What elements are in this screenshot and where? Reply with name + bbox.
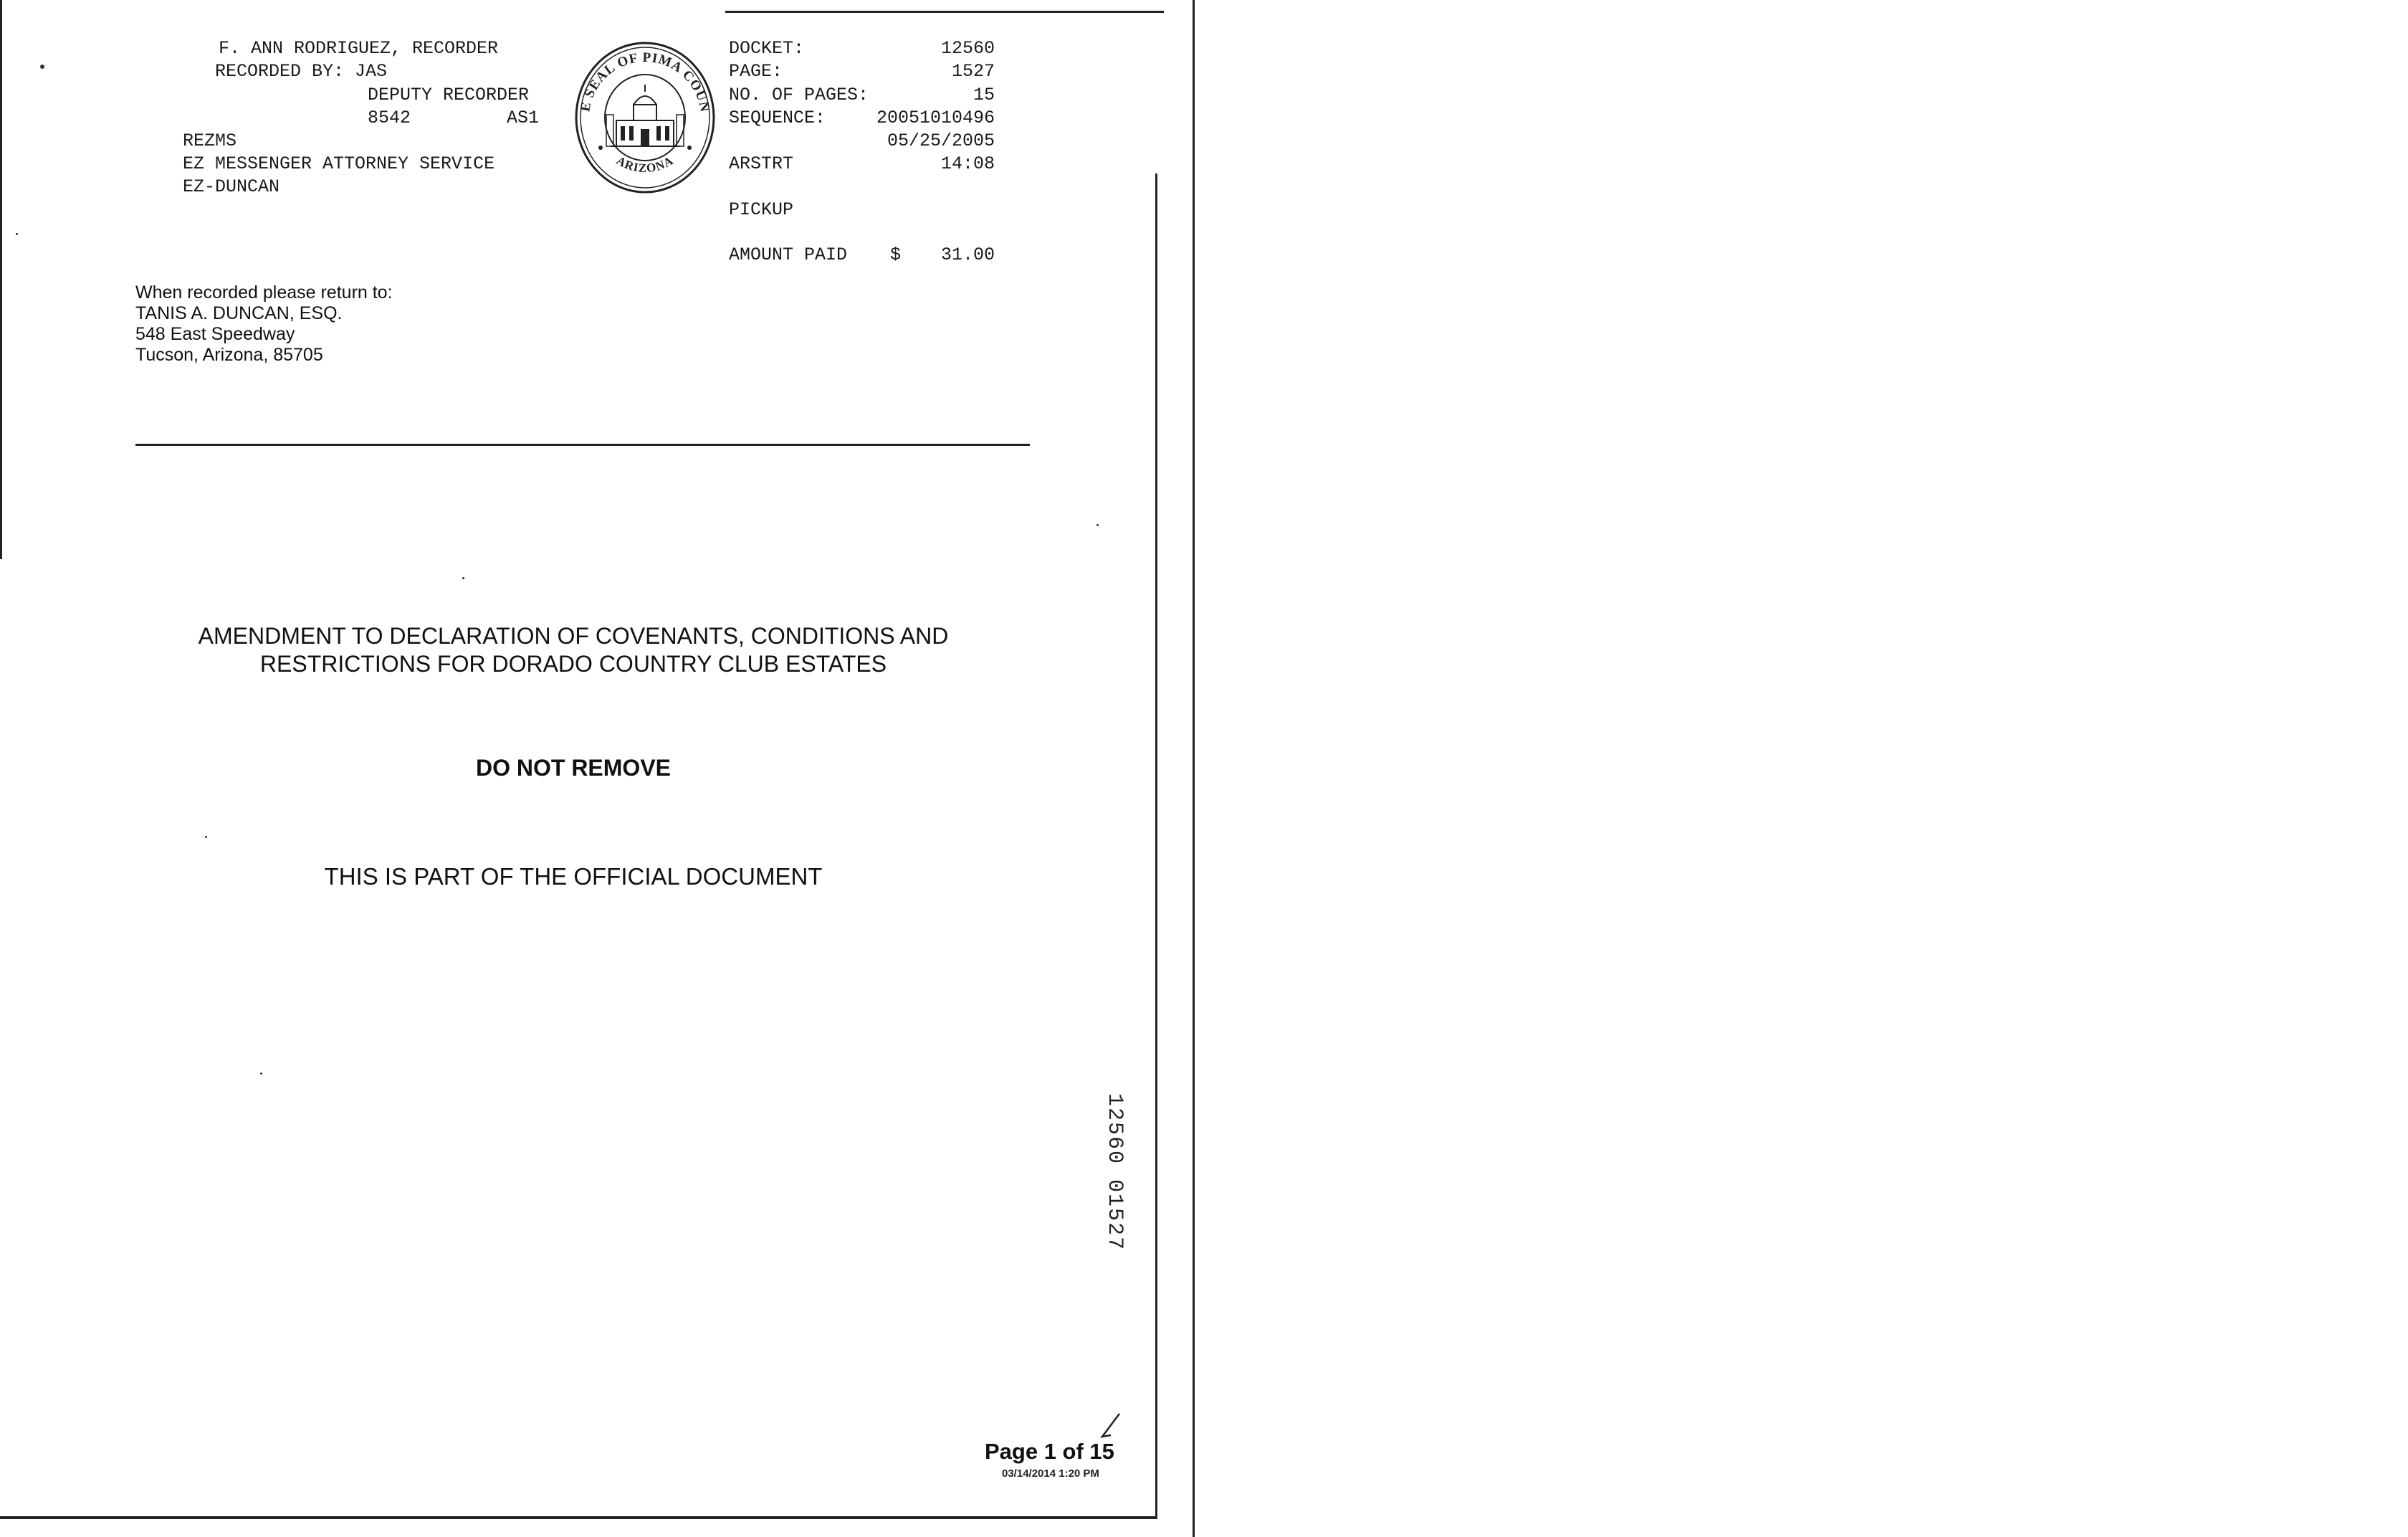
docket-value: 12560 (940, 38, 995, 59)
recorder-name: F. ANN RODRIGUEZ, RECORDER (219, 38, 499, 59)
page-label: PAGE: (729, 61, 783, 82)
recorded-by: RECORDED BY: JAS (215, 61, 388, 82)
page-right-edge-line (1193, 0, 1195, 1537)
amount-value: 31.00 (940, 244, 995, 265)
ez-duncan: EZ-DUNCAN (183, 176, 280, 197)
docket-label: DOCKET: (729, 38, 805, 59)
side-docket-stamp-text: 12560 01527 (1102, 1093, 1127, 1252)
left-edge-line (0, 0, 2, 559)
top-border-line (725, 11, 1164, 13)
amount-currency: $ (890, 244, 902, 265)
svg-text:THE SEAL OF PIMA COUNTY: E SEAL OF PIMA COUN (578, 49, 712, 114)
document-title-line2: RESTRICTIONS FOR DORADO COUNTRY CLUB ESTATES (259, 651, 887, 677)
recorder-code-right: AS1 (507, 108, 540, 128)
svg-text:ARIZONA: ARIZONA (613, 153, 677, 176)
return-to-block (135, 282, 393, 366)
pickup-label: PICKUP (729, 199, 794, 220)
scan-speck (462, 577, 464, 579)
rezms-code: REZMS (183, 130, 237, 151)
pages-label: NO. OF PAGES: (729, 85, 869, 105)
official-document-notice: THIS IS PART OF THE OFFICIAL DOCUMENT (324, 863, 823, 890)
scan-speck (260, 1072, 262, 1075)
header-separator-line (135, 444, 1030, 446)
scan-speck (40, 65, 44, 69)
return-to-city: Tucson, Arizona, 85705 (135, 345, 323, 365)
scan-speck (1096, 524, 1099, 526)
county-seal (573, 40, 717, 195)
bottom-border-line (0, 1516, 1157, 1519)
page-number: Page 1 of 15 (985, 1439, 1114, 1464)
return-to-name: TANIS A. DUNCAN, ESQ. (135, 303, 343, 323)
document-title-line1: AMENDMENT TO DECLARATION OF COVENANTS, CONDITIONS AND (198, 623, 949, 649)
inner-right-border-line (1155, 173, 1157, 1518)
scan-speck (16, 233, 18, 235)
document-title (136, 622, 1010, 678)
arstrt-label: ARSTRT (729, 153, 794, 174)
sequence-value: 20051010496 (876, 108, 995, 128)
return-to-heading: When recorded please return to: (135, 282, 393, 303)
do-not-remove-notice: DO NOT REMOVE (475, 755, 671, 781)
deputy-recorder: DEPUTY RECORDER (368, 85, 530, 105)
pages-value: 15 (973, 85, 995, 105)
record-time: 14:08 (940, 153, 995, 174)
side-docket-stamp (1104, 1093, 1132, 1280)
recorder-code-left: 8542 (368, 108, 411, 128)
return-to-street: 548 East Speedway (135, 324, 295, 344)
scan-speck (205, 836, 207, 838)
page-value: 1527 (951, 61, 995, 82)
amount-label: AMOUNT PAID (729, 244, 848, 265)
print-timestamp: 03/14/2014 1:20 PM (1002, 1467, 1099, 1480)
messenger-service: EZ MESSENGER ATTORNEY SERVICE (183, 153, 495, 174)
record-date: 05/25/2005 (887, 130, 995, 151)
sequence-label: SEQUENCE: (729, 108, 826, 128)
